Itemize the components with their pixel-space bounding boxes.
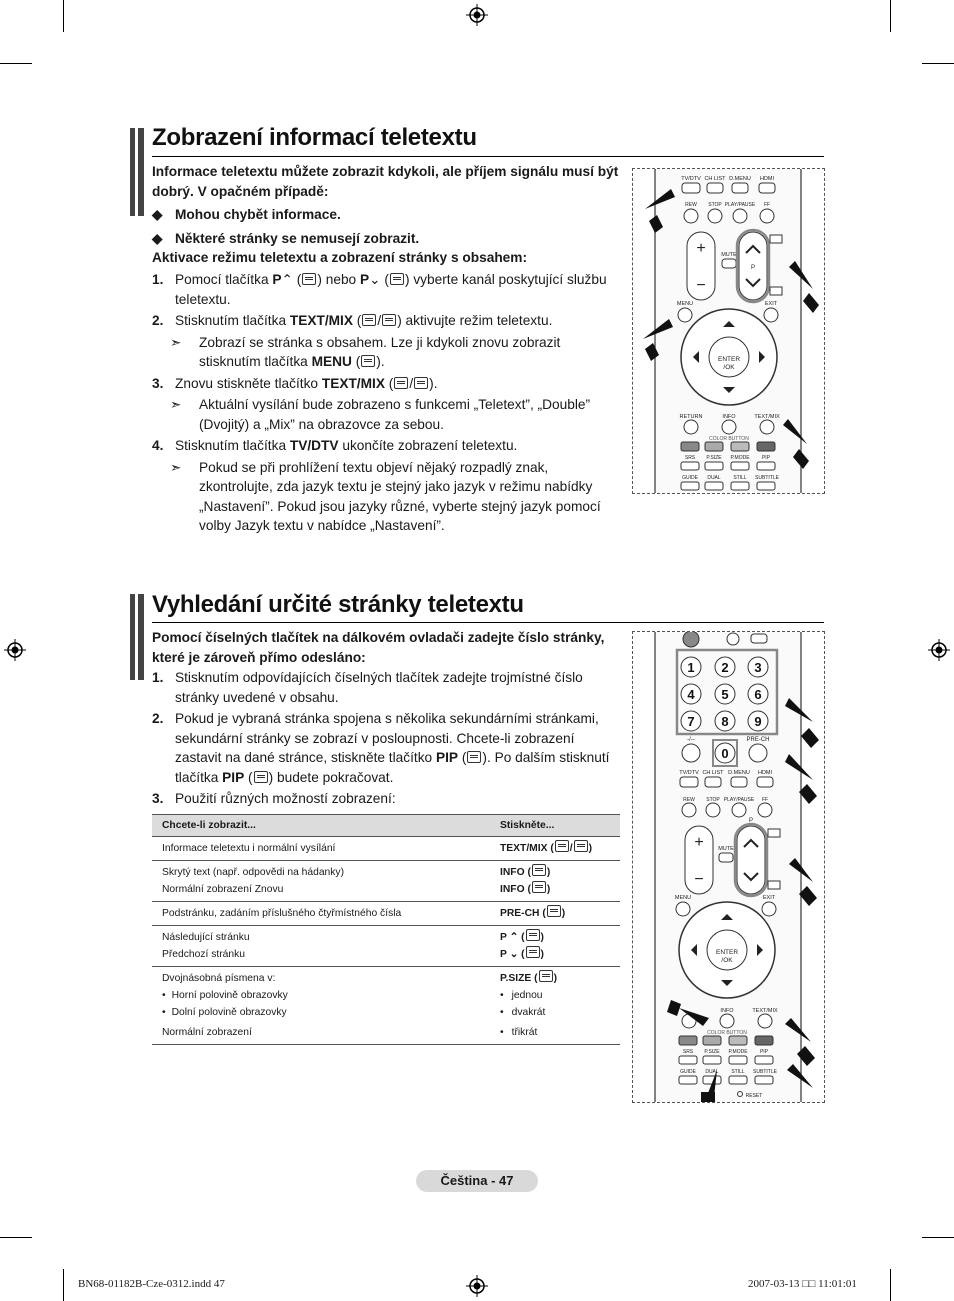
- crop-mark: [0, 63, 32, 64]
- text-mix-icon: [382, 314, 396, 326]
- button-label: INFO: [722, 414, 736, 420]
- chevron-down-icon: ⌄: [369, 272, 381, 287]
- svg-text:−: −: [696, 277, 706, 294]
- button-label: MUTE: [718, 846, 734, 852]
- channel-down-icon: [526, 946, 540, 958]
- text-mix-icon: [394, 377, 408, 389]
- button-label: DUAL: [705, 1069, 719, 1075]
- button-label: STOP: [706, 797, 720, 803]
- note: ➣ Aktuální vysílání bude zobrazeno s funkcemi „Teletext”, „Double” (Dvojitý) a „Mix” na obrazovce za sebou.: [170, 397, 591, 432]
- list-item: 3. Znovu stiskněte tlačítko TEXT/MIX ( / ).: [152, 375, 438, 391]
- button-label: -/--: [687, 737, 695, 743]
- diamond-icon: ◆: [152, 230, 163, 246]
- list-item: 1. Pomocí tlačítka P⌃ ( ) nebo P⌄ ( ) vyberte kanál poskytující službu teletextu.: [152, 272, 607, 307]
- svg-text:P: P: [750, 265, 756, 271]
- chevron-up-icon: ⌃: [281, 272, 293, 287]
- button-label: DUAL: [707, 475, 721, 481]
- p-size-icon: [539, 970, 553, 982]
- remote-control-illustration: [632, 168, 825, 494]
- button-label: INFO: [720, 1008, 734, 1014]
- button-label: PIP: [759, 1049, 769, 1055]
- remote-control-illustration: [632, 631, 825, 1103]
- menu-icon: [361, 355, 375, 367]
- digit-label: 0: [721, 746, 729, 761]
- digit-label: 2: [721, 660, 729, 675]
- button-label: COLOR BUTTON: [709, 436, 749, 442]
- file-slug: BN68-01182B-Cze-0312.indd 47: [78, 1278, 225, 1290]
- list-item: 2. Stisknutím tlačítka TEXT/MIX ( / ) aktivujte režim teletextu.: [152, 313, 553, 328]
- svg-text:P: P: [748, 818, 754, 824]
- bullet-list: [152, 205, 622, 268]
- table-row: Informace teletextu i normální vysílání TEXT/MIX ( / ): [152, 837, 620, 861]
- button-label: REW: [683, 797, 695, 803]
- crop-mark: [63, 1269, 64, 1301]
- remote-control-drawing: [633, 169, 824, 493]
- button-label: D.MENU: [729, 176, 751, 182]
- digit-label: 4: [687, 687, 695, 702]
- registration-mark-icon: [466, 4, 488, 26]
- svg-text:+: +: [694, 834, 704, 851]
- section-intro: Pomocí číselných tlačítek na dálkovém ovladači zadejte číslo stránky, které je zároveň přímo odesláno:: [152, 630, 605, 665]
- date-slug: 2007-03-13 □□ 11:01:01: [748, 1278, 857, 1290]
- button-label: HDMI: [759, 176, 775, 182]
- section-intro: Informace teletextu můžete zobrazit kdykoli, ale příjem signálu musí být dobrý. V opačném případě:: [152, 164, 619, 199]
- note: ➣ Pokud se při prohlížení textu objeví nějaký rozpadlý znak, zkontrolujte, zda jazyk textu je stejný jako jazyk v režimu nabídky „Nastavení”. Pokud jsou jazyky různé, vyberte stejný jazyk pomocí volby Jazyk textu v nabídce „Nastavení”.: [170, 459, 601, 533]
- section-rule: [152, 156, 824, 157]
- button-label: EXIT: [764, 301, 778, 307]
- button-label: REW: [685, 202, 697, 208]
- button-label: P.MODE: [728, 1049, 748, 1055]
- button-label: P.MODE: [730, 455, 750, 461]
- note: ➣ Zobrazí se stránka s obsahem. Lze ji kdykoli znovu zobrazit stisknutím tlačítka MENU ( ).: [170, 334, 561, 369]
- table-row: Dvojnásobná písmena v: • Horní polovině obrazovky • Dolní polovině obrazovky Normální zobrazení P.SIZE ( ) • jednou • dvakrát • třikrát: [152, 967, 620, 1045]
- button-label: EXIT: [762, 895, 776, 901]
- button-label: TEXT/MIX: [754, 414, 780, 420]
- button-label: COLOR BUTTON: [707, 1030, 747, 1036]
- crop-mark: [890, 1269, 891, 1301]
- crop-mark: [922, 1237, 954, 1238]
- list-item: 3. Použití různých možností zobrazení:: [152, 791, 396, 806]
- button-label: RETURN: [679, 414, 703, 420]
- registration-mark-icon: [4, 639, 26, 661]
- button-label: GUIDE: [680, 1069, 696, 1075]
- button-label: CH LIST: [704, 176, 726, 182]
- button-label: TV/DTV: [679, 770, 699, 776]
- pre-ch-icon: [547, 905, 561, 917]
- button-label: P.SIZE: [704, 1049, 720, 1055]
- steps-list: [152, 270, 622, 536]
- channel-up-icon: [526, 929, 540, 941]
- button-label: /OK: [723, 364, 735, 371]
- diamond-icon: ◆: [152, 207, 163, 222]
- list-item: 1. Stisknutím odpovídajících číselných tlačítek zadejte trojmístné číslo stránky uvedené v obsahu.: [152, 670, 583, 705]
- button-label: HDMI: [757, 770, 773, 776]
- crop-mark: [63, 0, 64, 32]
- text-mix-icon: [362, 314, 376, 326]
- list-item: ◆ Některé stránky se nemusejí zobrazit.: [152, 229, 622, 249]
- digit-label: 8: [721, 714, 729, 729]
- digit-label: 3: [754, 660, 762, 675]
- registration-mark-icon: [928, 639, 950, 661]
- chevron-up-icon: ⌃: [509, 932, 519, 943]
- button-label: PRE-CH: [746, 737, 770, 743]
- digit-label: 1: [687, 660, 695, 675]
- info-icon: [532, 881, 546, 893]
- square-glyph-icon: □□: [802, 1278, 816, 1290]
- button-label: MUTE: [721, 252, 737, 258]
- activate-heading: Aktivace režimu teletextu a zobrazení stránky s obsahem:: [152, 250, 528, 265]
- crop-mark: [922, 63, 954, 64]
- button-label: MENU: [674, 895, 692, 901]
- remote-control-drawing: [633, 632, 824, 1102]
- digit-label: 9: [754, 714, 762, 729]
- steps-list: [152, 668, 622, 811]
- digit-label: 6: [754, 687, 762, 702]
- pip-icon: [254, 771, 268, 783]
- table-row: Skrytý text (např. odpovědi na hádanky) Normální zobrazení Znovu INFO ( ) INFO ( ): [152, 861, 620, 902]
- button-label: STILL: [731, 1069, 745, 1075]
- channel-up-icon: [302, 273, 316, 285]
- section-title: Vyhledání určité stránky teletextu: [152, 591, 524, 618]
- table-row: Podstránku, zadáním příslušného čtyřmístného čísla PRE-CH ( ): [152, 902, 620, 926]
- list-item: 2. Pokud je vybraná stránka spojena s několika sekundárními stránkami, sekundární stránky se zobrazí v posloupnosti. Chcete-li zobrazení zastavit na dané stránce, stiskněte tlačítko PIP ( ). Po dalším stisknutí tlačítka PIP ( ) budete pokračovat.: [152, 711, 610, 785]
- display-options-table: [152, 814, 620, 1045]
- crop-mark: [0, 1237, 32, 1238]
- section-bar: [130, 594, 144, 680]
- section-title: Zobrazení informací teletextu: [152, 124, 477, 151]
- list-item: 4. Stisknutím tlačítka TV/DTV ukončíte zobrazení teletextu.: [152, 438, 518, 453]
- digit-label: 7: [687, 714, 695, 729]
- button-label: TV/DTV: [681, 176, 701, 182]
- button-label: MENU: [676, 301, 694, 307]
- button-label: SUBTITLE: [755, 475, 779, 481]
- button-label: ENTER: [715, 949, 739, 956]
- info-icon: [532, 864, 546, 876]
- button-label: CH LIST: [702, 770, 724, 776]
- button-label: SUBTITLE: [753, 1069, 777, 1075]
- button-label: P.SIZE: [706, 455, 722, 461]
- button-label: ENTER: [717, 356, 741, 363]
- chevron-down-icon: ⌄: [509, 949, 519, 960]
- digit-label: 5: [721, 687, 729, 702]
- text-mix-icon: [414, 377, 428, 389]
- svg-text:−: −: [694, 871, 704, 888]
- button-label: GUIDE: [682, 475, 698, 481]
- table-row: Následující stránku Předchozí stránku P ⌃ ( ) P ⌄ ( ): [152, 926, 620, 967]
- table-header: Chcete-li zobrazit... Stiskněte...: [152, 815, 620, 837]
- section-rule: [152, 622, 824, 623]
- note-arrow-icon: ➣: [170, 397, 182, 412]
- list-item: ◆ Mohou chybět informace.: [152, 205, 622, 225]
- note-arrow-icon: ➣: [170, 459, 182, 475]
- button-label: SRS: [682, 1049, 694, 1055]
- button-label: PLAY/PAUSE: [724, 202, 756, 208]
- svg-text:+: +: [696, 240, 706, 257]
- channel-down-icon: [390, 273, 404, 285]
- button-label: TEXT/MIX: [752, 1008, 778, 1014]
- button-label: D.MENU: [728, 770, 750, 776]
- button-label: SRS: [684, 455, 696, 461]
- section-bar: [130, 128, 144, 216]
- text-mix-icon: [574, 840, 588, 852]
- button-label: RESET: [745, 1093, 763, 1099]
- button-label: FF: [761, 797, 769, 803]
- text-mix-icon: [555, 840, 569, 852]
- button-label: STOP: [708, 202, 722, 208]
- note-arrow-icon: ➣: [170, 334, 182, 350]
- crop-mark: [890, 0, 891, 32]
- button-label: PIP: [761, 455, 771, 461]
- button-label: FF: [763, 202, 771, 208]
- registration-mark-icon: [466, 1275, 488, 1297]
- pip-icon: [467, 751, 481, 763]
- button-label: /OK: [721, 957, 733, 964]
- button-label: STILL: [733, 475, 747, 481]
- button-label: PLAY/PAUSE: [723, 797, 755, 803]
- page-number-badge: Čeština - 47: [416, 1170, 538, 1192]
